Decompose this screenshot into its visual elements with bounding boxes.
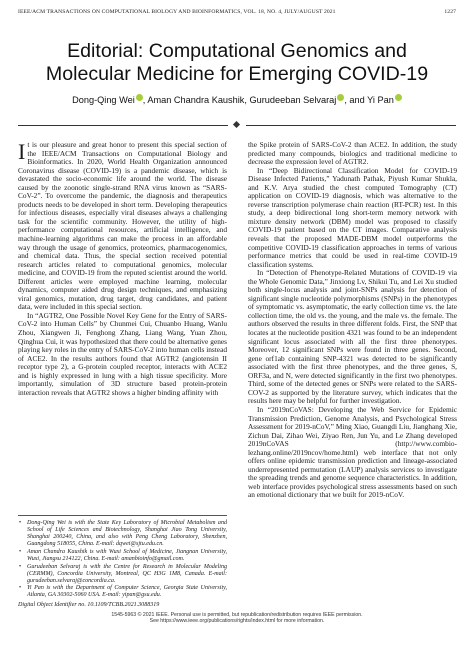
body-paragraph: In “Detection of Phenotype-Related Mutations of COVID-19 via the Whole Genomic Data,” Jinxiong Lv, Shikui Tu, and Lei Xu studied both single-locus analysis and joint-SNPs analysis for detection of significant single nucleotide polymorphisms (SNPs) in the phenotypes of symptomatic vs. asymptomatic, the early collection time vs. the late collection time, the old vs. the young, and the male vs. the female. The authors observed the results in three different folds. First, the SNP that locates at the nucleotide position 4321 was found to be an independent significant locus associated with all the first three phenotypes. Moreover, 12 significant SNPs were found in three genes. Second, gene orf1ab containing SNP-4321 was detected to be significantly associated with the first three phenotypes, and the three genes, S, ORF3a, and N, were detected significantly in the first two phenotypes. Third, some of the detected genes or SNPs were related to the SARS-COV-2 as supported by the literature survey, which indicates that the results here may be helpful for further investigation. bbox=[248, 268, 457, 406]
footnote-text: Yi Pan is with the Department of Computer Science, Georgia State University, Atlanta, GA 30302-5060 USA. E-mail: yipan@gsu.edu. bbox=[27, 585, 227, 599]
body-paragraph: In “Deep Bidirectional Classification Model for COVID-19 Disease Infected Patients,” Yadunath Pathak, Piyush Kumar Shukla, and K.V. Arya studied the chest computed Tomography (CT) application on COVID-19 diagnosis, which was alternative to the reverse transcription polymerase chain reaction (RT-PCR) test. In this study, a deep bidirectional long short-term memory network with mixture density network (DBM) model was proposed to classify COVID-19 patient based on the CT images. Comparative analysis reveals that the proposed MADE-DBM model outperforms the competitive COVID-19 classification approaches in terms of various performance metrics that could be used in real-time COVID-19 classification systems. bbox=[248, 165, 457, 269]
divider-line bbox=[246, 125, 456, 126]
orcid-icon[interactable] bbox=[136, 94, 143, 101]
author-name: , Aman Chandra Kaushik, Gurudeeban Selvaraj bbox=[142, 95, 337, 105]
author-list bbox=[0, 94, 474, 105]
diamond-icon bbox=[233, 121, 240, 128]
right-column bbox=[248, 141, 457, 500]
body-paragraph bbox=[18, 141, 227, 312]
paper-title bbox=[0, 40, 474, 86]
orcid-icon[interactable] bbox=[395, 94, 402, 101]
divider-line bbox=[18, 125, 228, 126]
bullet-icon: • bbox=[19, 585, 22, 592]
left-column bbox=[18, 141, 227, 397]
footnote bbox=[18, 585, 227, 599]
bullet-icon: • bbox=[19, 563, 22, 570]
copyright-line: 1545-5963 © 2021 IEEE. Personal use is permitted, but republication/redistribution requires IEEE permission. bbox=[111, 612, 363, 618]
page-number: 1227 bbox=[444, 9, 456, 15]
body-paragraph: the Spike protein of SARS-CoV-2 than ACE2. In addition, the study predicted many compounds, biologics and traditional medicine to decrease the expression level of AGTR2. bbox=[248, 140, 457, 167]
running-head bbox=[18, 9, 456, 15]
journal-name: IEEE/ACM TRANSACTIONS ON COMPUTATIONAL BIOLOGY AND BIOINFORMATICS, VOL. 18, NO. 4, JULY/AUGUST 2021 bbox=[18, 9, 336, 15]
body-paragraph: In “2019nCoVAS: Developing the Web Service for Epidemic Transmission Prediction, Genome Analysis, and Psychological Stress Assessment for 2019-nCoV,” Ming Xiao, Guangdi Liu, Jianghang Xie, Zichun Dai, Zihao Wei, Ziyao Ren, Jun Yu, and Le Zhang developed 2019nCoVAS (http://www.combio-lezhang.online/2019ncov/home.html) web interface that not only offers online epidemic transmission prediction and lineage-associated underrepresented permutation (LAUP) analysis services to investigate the spreading trends and genome sequence characteristics. In addition, web interface provides psychological stress assessments based on such an emotional dictionary that we built for 2019-nCoV. bbox=[248, 404, 457, 500]
copyright-notice bbox=[0, 612, 474, 624]
author-name: Dong-Qing Wei bbox=[72, 95, 135, 105]
body-paragraph: In “AGTR2, One Possible Novel Key Gene for the Entry of SARS-CoV-2 into Human Cells” by Chunmei Cui, Chuanbo Huang, Wanlu Zhou, Xiangwen Ji, Fenghong Zhang, Liang Wang, Yuan Zhou, Qinghua Cui, it was hypothesized that there could be alternative genes playing key roles in the entry of SARS-CoV-2 into human cells instead of ACE2. In the results authors found that AGTR2 (angiotensin II receptor type 2), a G-protein coupled receptor, interacts with ACE2 and is highly expressed in lung with a high tissue specificity. More importantly, simulation of 3D structure based protein-protein interaction reveals that AGTR2 shows a higher binding affinity with bbox=[18, 310, 227, 397]
author-name: , and Yi Pan bbox=[344, 95, 394, 105]
footnote-text: Gurudeeban Selvaraj is with the Centre for Research in Molecular Modeling (CERMM), Concordia University, Montreal, QC H3G 1M8, Canada. E-mail: gurudeeban.selvaraj@concordia.ca. bbox=[27, 563, 227, 584]
bullet-icon: • bbox=[19, 520, 22, 526]
author-footnotes bbox=[18, 515, 227, 609]
title-line: Editorial: Computational Genomics and bbox=[67, 40, 407, 62]
drop-cap: I bbox=[18, 139, 26, 164]
rights-link[interactable]: See https://www.ieee.org/publications/rights/index.html for more information. bbox=[149, 618, 325, 625]
footnote-text: Dong-Qing Wei is with the State Key Laboratory of Microbial Metabolism and School of Life Sciences and Biotechnology, Shanghai Jiao Tong University, Shanghai 200240, China, and also with Peng Cheng Laboratory, Shenzhen, Guangdong 518055, China. E-mail: dqwei@sjtu.edu.cn. bbox=[27, 520, 227, 548]
footnote-text: Aman Chandra Kaushik is with Wuxi School of Medicine, Jiangnan University, Wuxi, Jiangsu 214122, China. E-mail: amanbioinfo@gmail.com. bbox=[27, 548, 227, 562]
title-line: Molecular Medicine for Emerging COVID-19 bbox=[45, 63, 429, 85]
paragraph-text: t is our pleasure and great honor to present this special section of the IEEE/ACM Transactions on Computational Biology and Bioinformatics. In 2020, World Health Organization announced Coronavirus disease (COVID-19) is a pandemic disease, which is devastated the socio-economic life around the world. The disease caused by the zoonotic single-strand RNA virus known as “SARS-CoV-2”. To overcome the pandemic, the diagnosis and therapeutics products needs to be developed in short term. Developing therapeutics for infectious diseases, especially viral diseases always a challenging task for the scientific community. However, the utility of high-performance computational resources, artificial intelligence, and machine-learning algorithms can make the process in an affordable way through the usage of genomics, proteomics, pharmacogenomics, and chemical data. Thus, the special section received potential research articles related to computational genomics, molecular medicine, and COVID-19 from the reputed scientist around the world. Different articles were employed machine learning, molecular dynamics, computer aided drug design techniques, and emphasizing viral genomics, mutation, drug target, drug candidates, and patient data, were included in this special section. bbox=[18, 140, 227, 312]
footnote bbox=[18, 549, 227, 563]
doi-line: Digital Object Identifier no. 10.1109/TCBB.2021.3088319 bbox=[18, 601, 160, 608]
footnote bbox=[18, 564, 227, 585]
bullet-icon: • bbox=[19, 548, 22, 555]
footnote bbox=[18, 520, 227, 548]
section-divider bbox=[18, 121, 456, 131]
